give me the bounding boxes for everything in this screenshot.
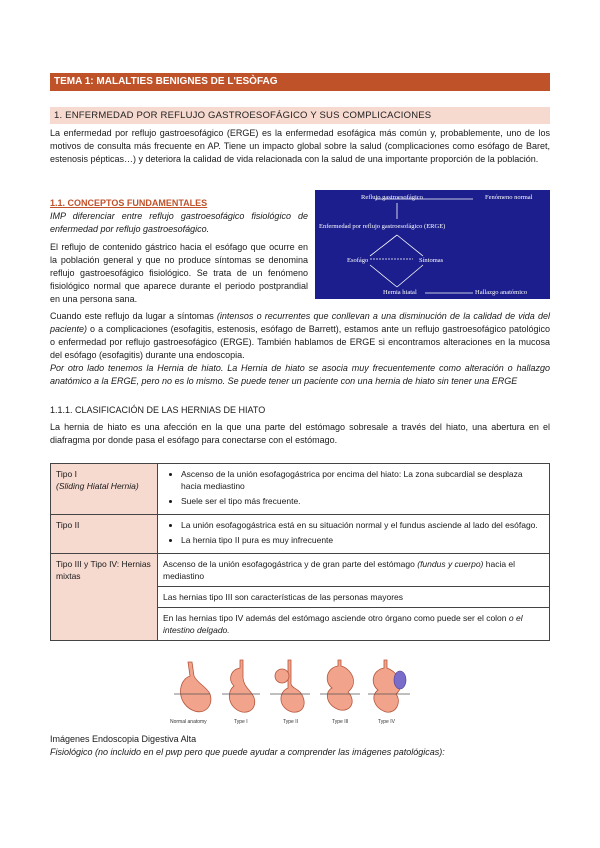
type-ii-label: Tipo II [51,515,158,554]
diagram-enfermedad: Enfermedad por reflujo gastroesofágico (ERGE) [319,223,446,230]
diagram-hernia: Hernia hiatal [383,289,417,296]
list-item: • Ascenso de la unión esofagogástrica por encima del hiato: La zona subcardial se desplaza hacia mediastino [181,468,544,492]
diagram-lines [315,190,550,299]
diagram-sintomas: Síntomas [419,257,444,264]
page-title: TEMA 1: MALALTIES BENIGNES DE L'ESÒFAG [50,73,550,91]
stomach-type-iii [327,660,353,710]
caption-normal: Normal anatomy [170,719,207,725]
hernia-types-illustration [170,658,415,726]
hernia-note: Por otro lado tenemos la Hernia de hiato. La Hernia de hiato se asocia muy frecuentemente como alteración o hallazgo anatómico a la ERGE, pero no es lo mismo. Se puede tener un paciente con una hernia de hiato sin tener una ERGE [50,363,550,386]
caption-type-iii: Type III [332,719,349,725]
imp-note: IMP diferenciar entre reflujo gastroesofágico fisiológico de enfermedad por reflujo gastroesofágico. [50,211,308,234]
diagram-fenomeno: Fenómeno normal [485,194,533,201]
t3-r3-italic: o el intestino delgado. [163,613,523,635]
list-item: • La hernia tipo II pura es muy infrecuente [181,534,544,546]
type-iii-iv-label: Tipo III y Tipo IV: Hernias mixtas [51,554,158,641]
type-iii-iv-desc-2: Las hernias tipo III son características de las personas mayores [158,587,550,608]
t3-r3-lead: En las hernias tipo IV además del estómago asciende otro órgano como puede ser el colon [163,613,509,623]
diagram-hallazgo: Hallazgo anatómico [475,289,528,296]
erge-concept-diagram [315,190,550,299]
type-i-sub: (Sliding Hiatal Hernia) [56,481,139,491]
stomach-drawings [170,658,415,726]
section-heading: 1. ENFERMEDAD POR REFLUJO GASTROESOFÁGICO Y SUS COMPLICACIONES [50,107,550,124]
t3-r1-italic: (fundus y cuerpo) [417,559,484,569]
type-i-cell [51,464,158,515]
type-i-desc [158,464,550,515]
table-row [51,515,550,554]
caption-type-ii: Type II [283,719,299,725]
fundus-type-ii [275,669,289,683]
type-ii-desc [158,515,550,554]
t3-r1-lead: Ascenso de la unión esofagogástrica y de gran parte del estómago [163,559,418,569]
diagram-reflujo: Reflujo gastroesofágico [361,194,423,201]
hiato-definition: La hernia de hiato es una afección en la que una parte del estómago sobresale a través del hiato, una abertura en el diafragma por donde pasa el esófago para conectarse con el estómago. [50,422,550,445]
p2-italic: (intensos o recurrentes que conllevan a una disminución de la calidad de vida del paciente) [50,311,550,334]
list-item: • Suele ser el tipo más frecuente. [181,495,544,507]
list-item: • La unión esofagogástrica está en su situación normal y el fundus asciende al lado del esófago. [181,519,544,531]
type-iii-iv-desc-1 [158,554,550,587]
caption-type-iv: Type IV [378,719,395,725]
p2-lead: Cuando este reflujo da lugar a síntomas [50,311,217,321]
subsection-heading: 1.1. CONCEPTOS FUNDAMENTALES [50,198,208,208]
pathological-paragraph [50,310,550,362]
stomach-normal [181,662,211,712]
section-intro: La enfermedad por reflujo gastroesofágico (ERGE) es la enfermedad esofágica más común y, probablemente, uno de los motivos de consulta más frecuente en AP. Tiene un impacto global sobre la salud (complicaciones como esófago de Baret, estenosis pépticas…) y deteriora la calidad de vida relacionada con la salud de una importante proporción de la población. [50,128,550,164]
table-row [51,464,550,515]
colon-type-iv [394,671,406,689]
p2-rest: o a complicaciones (esofagitis, estenosis, esófago de Barrett), estamos ante un reflujo gastroesofágico patológico o enfermedad por reflujo gastroesofágico (ERGE). También hablamos de ERGE si encontramos alteraciones en la mucosa del esófago (esofagitis) durante una endoscopia. [50,324,550,360]
table-row [51,554,550,587]
hiato-heading: 1.1.1. CLASIFICACIÓN DE LAS HERNIAS DE HIATO [50,405,266,415]
stomach-type-ii [281,660,304,712]
physiological-paragraph: El reflujo de contenido gástrico hacia el esófago que ocurre en la población general y que no produce síntomas se denomina reflujo gastroesofágico fisiológico. Se trata de un fenómeno fisiológico normal que aparece durante el periodo postprandial en una persona sana. [50,242,308,304]
stomach-type-i [229,660,254,712]
type-i-label: Tipo I [56,469,77,479]
t3-r1-rest: hacia el mediastino [163,559,516,581]
caption-type-i: Type I [234,719,248,725]
hernia-classification-table [50,463,550,641]
endoscopy-note: Fisiológico (no incluido en el pwp pero que puede ayudar a comprender las imágenes patológicas): [50,747,445,757]
endoscopy-heading: Imágenes Endoscopia Digestiva Alta [50,734,197,744]
diagram-esofago: Esofágo [347,257,369,264]
type-iii-iv-desc-3 [158,608,550,641]
